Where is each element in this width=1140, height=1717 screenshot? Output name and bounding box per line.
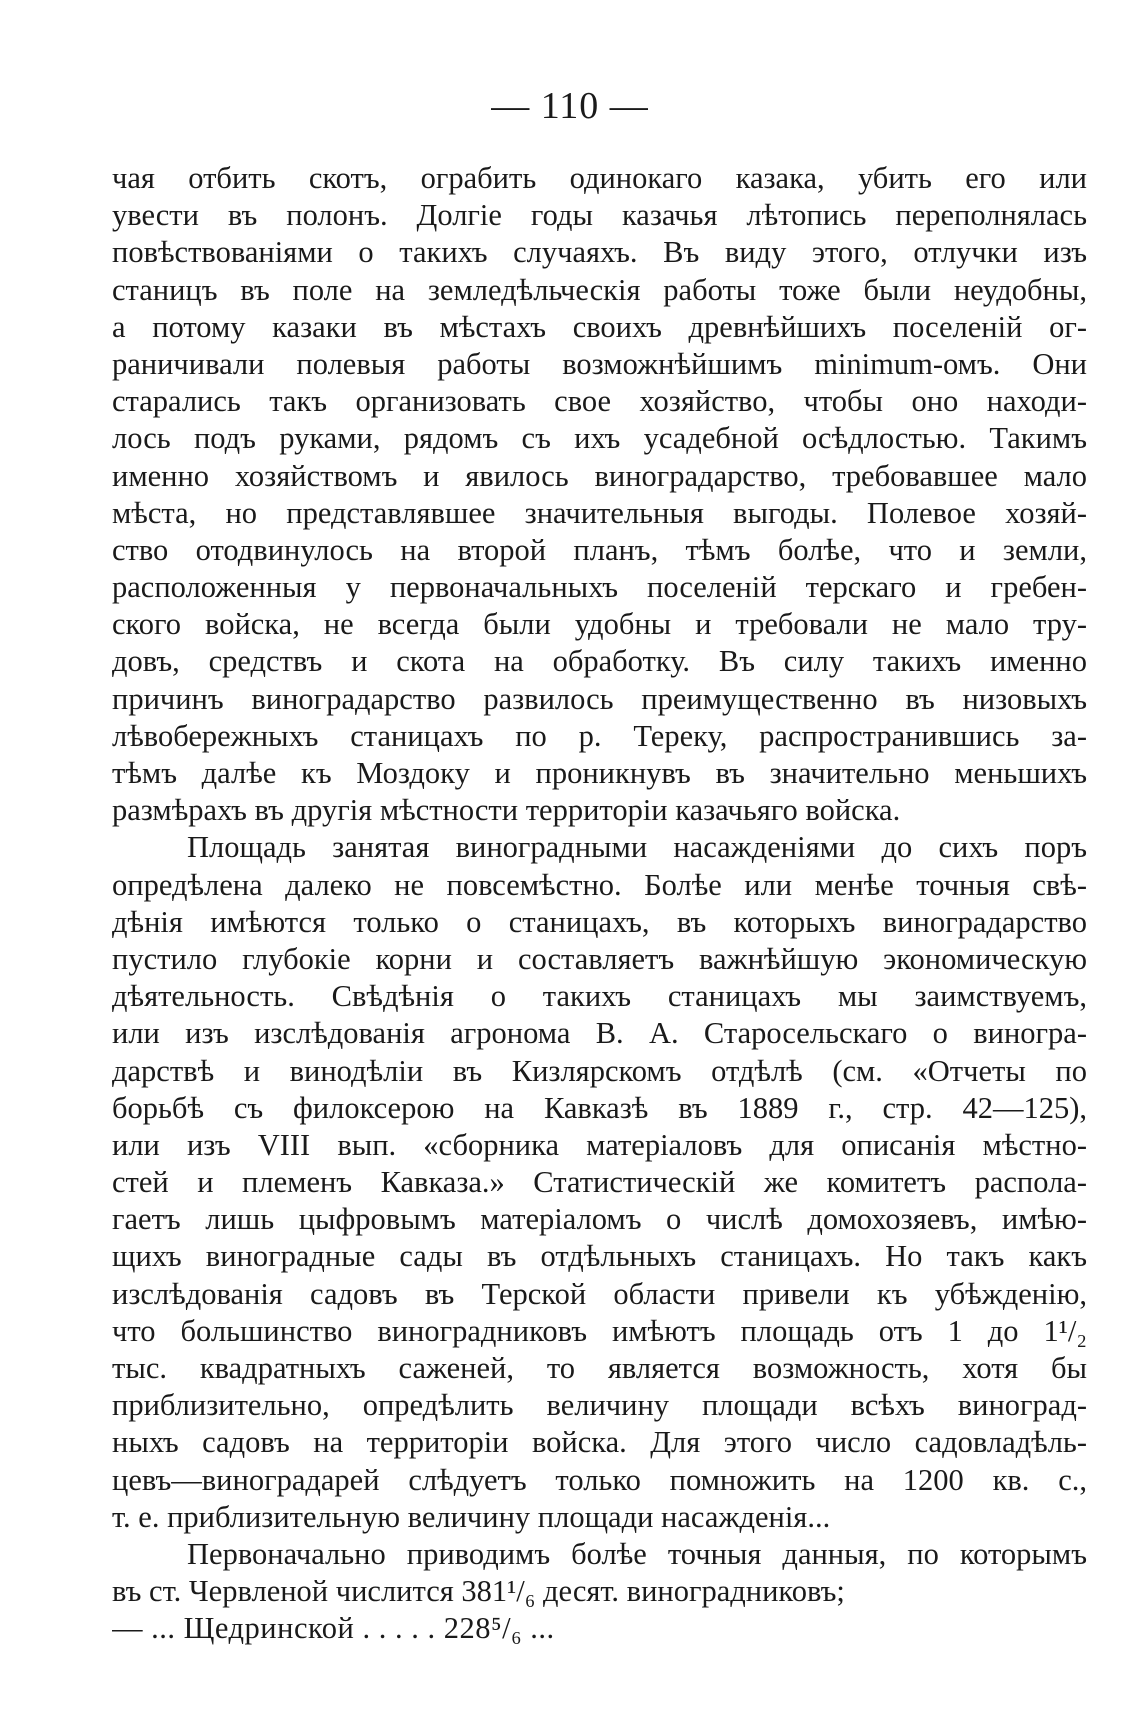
text-line: въ ст. Червленой числится 381¹/₆ десят. виноградниковъ;	[112, 1574, 845, 1609]
text-line: гаетъ лишь цыфровымъ матеріаломъ о числѣ домохозяевъ, имѣю-	[112, 1202, 1087, 1237]
text-line: именно хозяйствомъ и явилось виноградарство, требовавшее мало	[112, 458, 1087, 493]
text-line: стей и племенъ Кавказа.» Статистическій же комитетъ распола-	[112, 1165, 1087, 1200]
text-line: дѣнія имѣются только о станицахъ, въ которыхъ виноградарство	[112, 904, 1087, 939]
text-line: раничивали полевыя работы возможнѣйшимъ minimum-омъ. Они	[112, 346, 1087, 381]
text-line: тѣмъ далѣе къ Моздоку и проникнувъ въ значительно меньшихъ	[112, 756, 1087, 790]
text-line: или изъ изслѣдованія агронома В. А. Старосельскаго о виногра-	[112, 1016, 1087, 1051]
text-line: приблизительно, опредѣлить величину площади всѣхъ виноград-	[112, 1388, 1087, 1423]
text-line: дарствѣ и винодѣліи въ Кизлярскомъ отдѣлѣ (см. «Отчеты по	[112, 1053, 1087, 1088]
text-line: Площадь занятая виноградными насажденіями до сихъ поръ	[187, 830, 1087, 865]
text-line: ныхъ садовъ на территоріи войска. Для этого число садовладѣль-	[112, 1425, 1087, 1460]
footer-fragment: — ... Щедринской . . . . . 228⁵/₆ ...	[112, 1611, 555, 1646]
text-line: тыс. квадратныхъ саженей, то является возможность, хотя бы	[112, 1351, 1087, 1385]
text-line: или изъ VIII вып. «сборника матеріаловъ для описанія мѣстно-	[112, 1127, 1087, 1162]
text-line: лѣвобережныхъ станицахъ по р. Тереку, распространившись за-	[112, 718, 1087, 753]
body-text	[112, 160, 1087, 1648]
text-line: т. е. приблизительную величину площади насажденія...	[112, 1499, 831, 1534]
text-line: повѣствованіями о такихъ случаяхъ. Въ виду этого, отлучки изъ	[112, 235, 1087, 270]
text-line: дѣятельность. Свѣдѣнія о такихъ станицахъ мы заимствуемъ,	[112, 979, 1087, 1014]
text-line: борьбѣ съ филоксерою на Кавказѣ въ 1889 г., стр. 42—125),	[112, 1090, 1087, 1125]
text-line: что большинство виноградниковъ имѣютъ площадь отъ 1 до 1¹/₂	[112, 1313, 1087, 1348]
text-line: лось подъ руками, рядомъ съ ихъ усадебной осѣдлостью. Такимъ	[112, 421, 1087, 456]
text-line: увести въ полонъ. Долгіе годы казачья лѣтопись переполнялась	[112, 198, 1087, 233]
text-line: Первоначально приводимъ болѣе точныя данныя, по которымъ	[187, 1536, 1087, 1571]
text-line: опредѣлена далеко не повсемѣстно. Болѣе или менѣе точныя свѣ-	[112, 867, 1087, 902]
text-line: щихъ виноградные сады въ отдѣльныхъ станицахъ. Но такъ какъ	[112, 1239, 1087, 1274]
text-line: пустило глубокіе корни и составляетъ важнѣйшую экономическую	[112, 941, 1087, 976]
text-line: цевъ—виноградарей слѣдуетъ только помножить на 1200 кв. с.,	[112, 1462, 1087, 1497]
text-line: старались такъ организовать свое хозяйство, чтобы оно находи-	[112, 384, 1087, 419]
text-line: расположенныя у первоначальныхъ поселеній терскаго и гребен-	[112, 570, 1087, 605]
text-line: изслѣдованія садовъ въ Терской области привели къ убѣжденію,	[112, 1276, 1087, 1311]
text-line: ство отодвинулось на второй планъ, тѣмъ болѣе, что и земли,	[112, 532, 1087, 567]
text-line: чая отбить скотъ, ограбить одинокаго казака, убить его или	[112, 161, 1087, 195]
text-line: довъ, средствъ и скота на обработку. Въ силу такихъ именно	[112, 644, 1087, 679]
text-line: мѣста, но представлявшее значительныя выгоды. Полевое хозяй-	[112, 495, 1087, 530]
text-line: причинъ виноградарство развилось преимущественно въ низовыхъ	[112, 681, 1087, 716]
text-line: а потому казаки въ мѣстахъ своихъ древнѣйшихъ поселеній ог-	[112, 309, 1087, 344]
text-line: размѣрахъ въ другія мѣстности территоріи казачьяго войска.	[112, 793, 901, 828]
page-number: — 110 —	[491, 85, 649, 127]
text-line: ского войска, не всегда были удобны и требовали не мало тру-	[112, 607, 1087, 642]
text-line: станицъ въ поле на земледѣльческія работы тоже были неудобны,	[112, 272, 1087, 307]
